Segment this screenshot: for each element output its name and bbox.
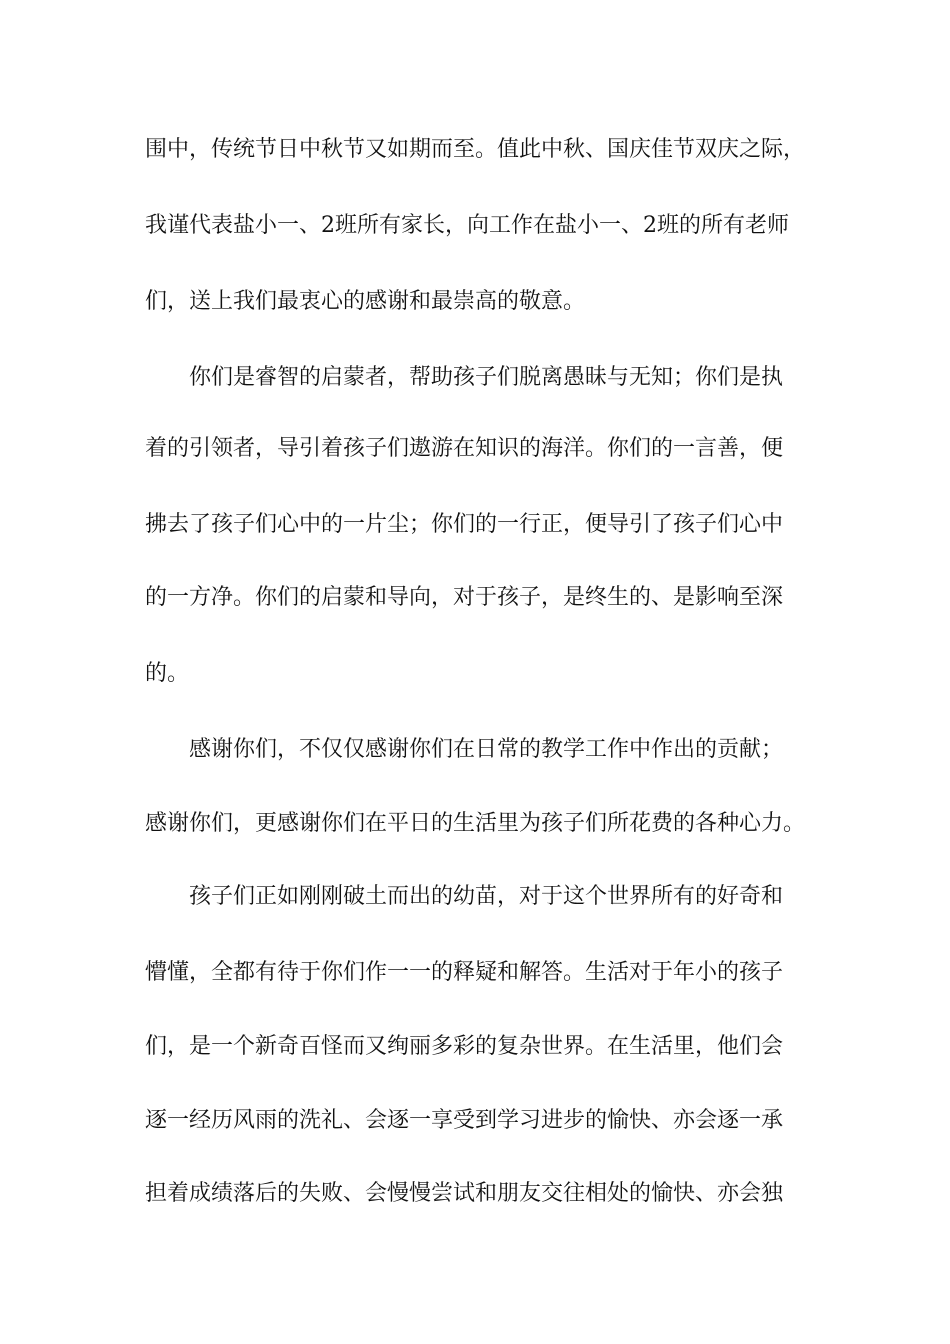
- text-line: 着的引领者，导引着孩子们遨游在知识的海洋。你们的一言善，便: [145, 436, 784, 461]
- text-line: 的。: [145, 661, 190, 686]
- text-line: 感谢你们，更感谢你们在平日的生活里为孩子们所花费的各种心力。: [145, 811, 806, 836]
- text-line: 我谨代表盐小一、2班所有家长，向工作在盐小一、2班的所有老师: [145, 213, 789, 238]
- paragraph-first-line: 孩子们正如刚刚破土而出的幼苗，对于这个世界所有的好奇和: [189, 884, 784, 909]
- text-line: 们，送上我们最衷心的感谢和最崇高的敬意。: [145, 289, 586, 314]
- text-line: 围中，传统节日中秋节又如期而至。值此中秋、国庆佳节双庆之际，: [145, 137, 806, 162]
- text-line: 逐一经历风雨的洗礼、会逐一享受到学习进步的愉快、亦会逐一承: [145, 1108, 784, 1133]
- text-line: 们，是一个新奇百怪而又绚丽多彩的复杂世界。在生活里，他们会: [145, 1034, 784, 1059]
- text-line: 拂去了孩子们心中的一片尘；你们的一行正，便导引了孩子们心中: [145, 512, 784, 537]
- paragraph-first-line: 感谢你们，不仅仅感谢你们在日常的教学工作中作出的贡献；: [189, 737, 784, 762]
- text-line: 担着成绩落后的失败、会慢慢尝试和朋友交往相处的愉快、亦会独: [145, 1181, 784, 1206]
- paragraph-first-line: 你们是睿智的启蒙者，帮助孩子们脱离愚昧与无知；你们是执: [189, 365, 784, 390]
- text-line: 懵懂，全都有待于你们作一一的释疑和解答。生活对于年小的孩子: [145, 960, 784, 985]
- text-line: 的一方净。你们的启蒙和导向，对于孩子，是终生的、是影响至深: [145, 585, 784, 610]
